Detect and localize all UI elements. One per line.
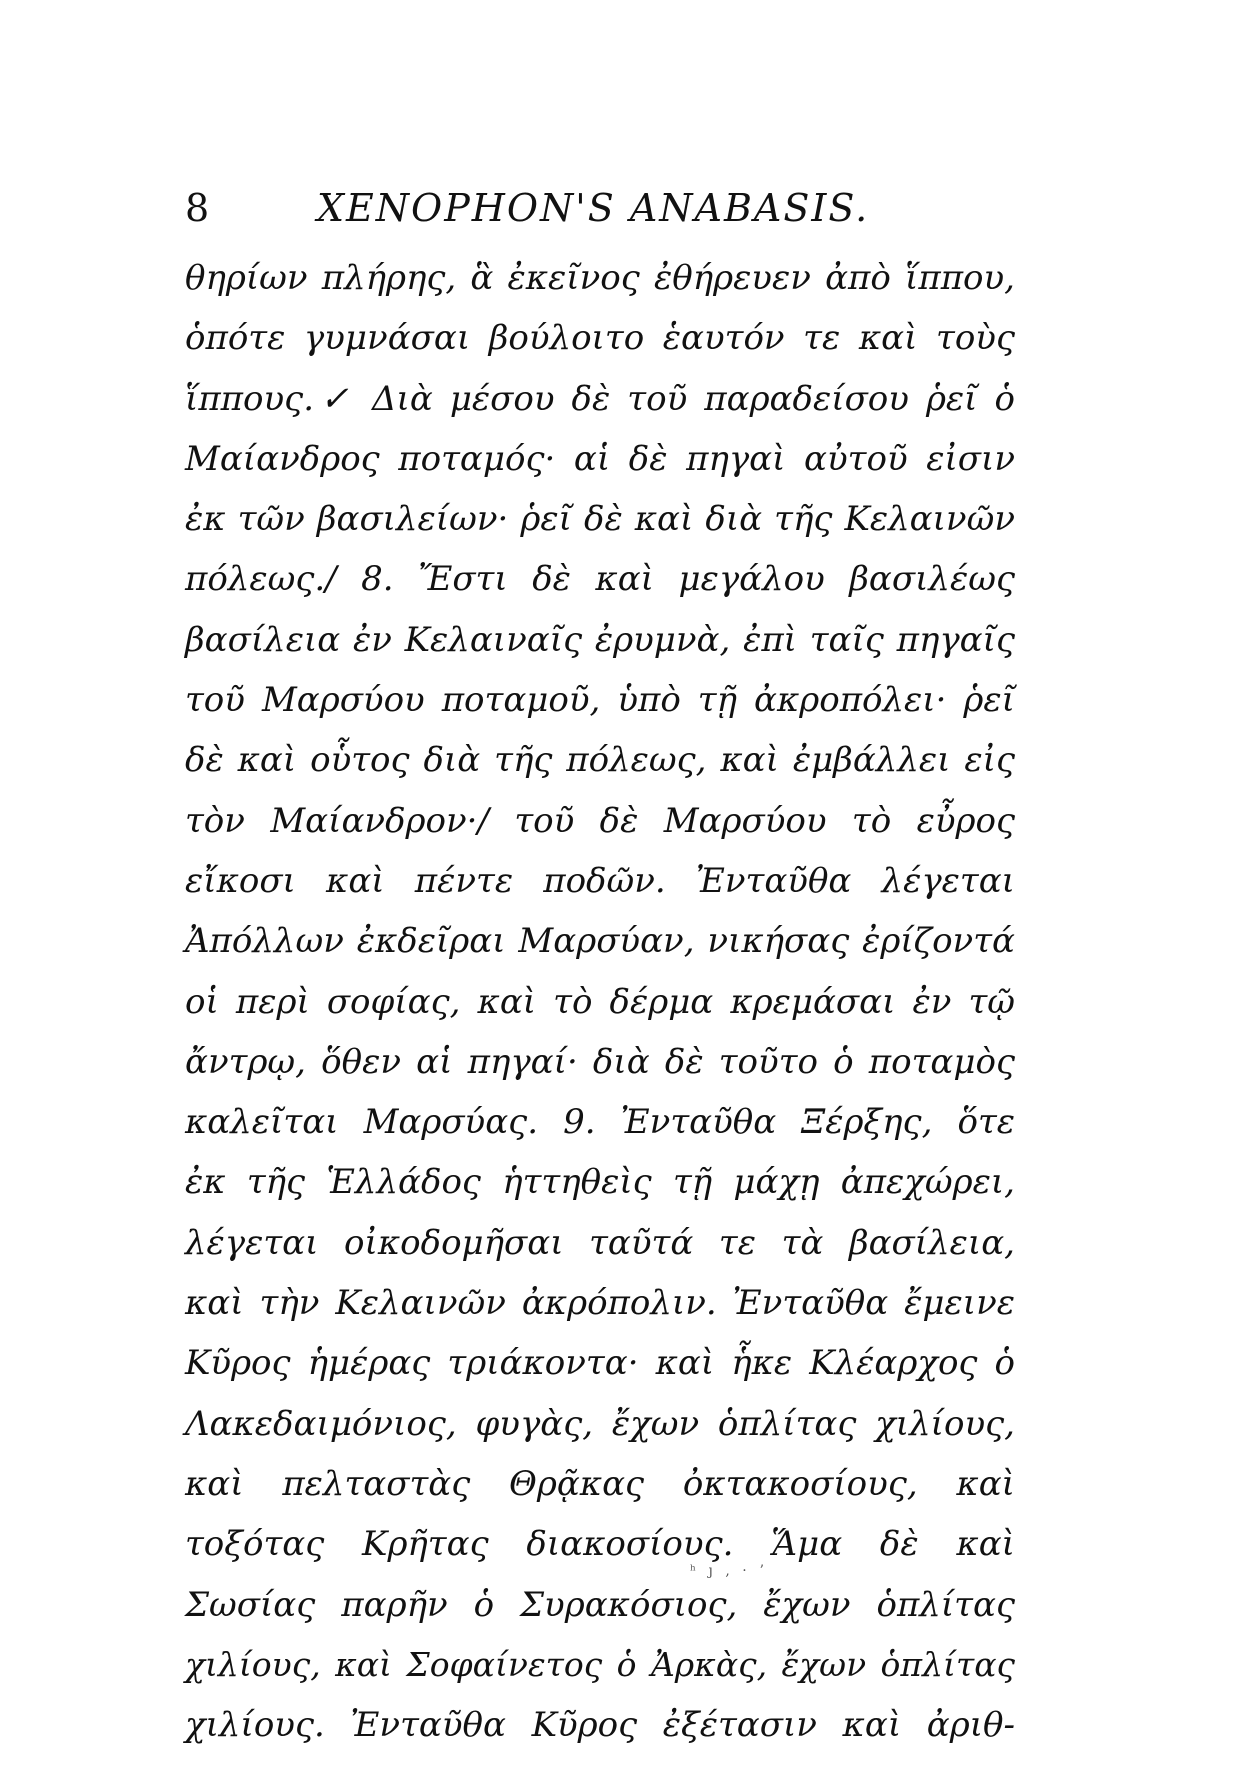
text-line-17: λέγεται οἰκοδομῆσαι ταῦτά τε τὰ βασίλεια,: [185, 1222, 1015, 1263]
text-line-13: οἱ περὶ σοφίας, καὶ τὸ δέρμα κρεμάσαι ἐν τῷ: [185, 981, 1015, 1022]
greek-text-body: [185, 248, 1015, 1755]
stray-print-marks: ʰ ȷ ‚ · ʼ: [690, 1563, 768, 1579]
text-line-14: ἄντρῳ, ὅθεν αἱ πηγαί· διὰ δὲ τοῦτο ὁ ποταμὸς: [185, 1041, 1015, 1082]
text-line-6: πόλεως./ 8. Ἔστι δὲ καὶ μεγάλου βασιλέως: [185, 559, 1015, 600]
text-line-19: Κῦρος ἡμέρας τριάκοντα· καὶ ἧκε Κλέαρχος ὁ: [185, 1343, 1015, 1384]
text-line-24: χιλίους, καὶ Σοφαίνετος ὁ Ἀρκὰς, ἔχων ὁπλίτας: [185, 1644, 1015, 1684]
text-line-16: ἐκ τῆς Ἑλλάδος ἡττηθεὶς τῇ μάχῃ ἀπεχώρει,: [185, 1162, 1015, 1203]
running-title: XENOPHON'S ANABASIS.: [317, 186, 870, 230]
text-line-23: Σωσίας παρῆν ὁ Συρακόσιος, ἔχων ὁπλίτας: [185, 1584, 1015, 1625]
text-line-22: τοξότας Κρῆτας διακοσίους. Ἅμα δὲ καὶ: [185, 1524, 1015, 1565]
text-line-4: Μαίανδρος ποταμός· αἱ δὲ πηγαὶ αὐτοῦ εἰσιν: [185, 438, 1015, 479]
text-line-2: ὁπότε γυμνάσαι βούλοιτο ἑαυτόν τε καὶ τοὺς: [185, 318, 1015, 359]
text-line-7: βασίλεια ἐν Κελαιναῖς ἐρυμνὰ, ἐπὶ ταῖς πηγαῖς: [185, 619, 1015, 660]
text-line-18: καὶ τὴν Κελαινῶν ἀκρόπολιν. Ἐνταῦθα ἔμεινε: [185, 1283, 1015, 1324]
text-line-15: καλεῖται Μαρσύας. 9. Ἐνταῦθα Ξέρξης, ὅτε: [185, 1102, 1015, 1143]
text-line-11: εἴκοσι καὶ πέντε ποδῶν. Ἐνταῦθα λέγεται: [185, 860, 1015, 901]
text-line-8: τοῦ Μαρσύου ποταμοῦ, ὑπὸ τῇ ἀκροπόλει· ῥεῖ: [185, 680, 1015, 721]
text-line-5: ἐκ τῶν βασιλείων· ῥεῖ δὲ καὶ διὰ τῆς Κελαινῶν: [185, 499, 1015, 540]
text-line-25: χιλίους. Ἐνταῦθα Κῦρος ἐξέτασιν καὶ ἀριθ-: [185, 1705, 1015, 1746]
text-line-20: Λακεδαιμόνιος, φυγὰς, ἔχων ὁπλίτας χιλίους,: [185, 1403, 1015, 1444]
text-line-12: Ἀπόλλων ἐκδεῖραι Μαρσύαν, νικήσας ἐρίζοντά: [185, 921, 1015, 962]
text-line-3: ἵππους.✓ Διὰ μέσου δὲ τοῦ παραδείσου ῥεῖ ὁ: [185, 378, 1015, 419]
page-header: [185, 178, 1015, 238]
text-line-1: θηρίων πλήρης, ἃ ἐκεῖνος ἐθήρευεν ἀπὸ ἵππου,: [185, 258, 1015, 298]
text-line-10: τὸν Μαίανδρον·/ τοῦ δὲ Μαρσύου τὸ εὖρος: [185, 800, 1015, 841]
page-number: 8: [185, 186, 210, 230]
text-line-21: καὶ πελταστὰς Θρᾷκας ὀκτακοσίους, καὶ: [185, 1463, 1015, 1504]
text-line-9: δὲ καὶ οὗτος διὰ τῆς πόλεως, καὶ ἐμβάλλει εἰς: [185, 740, 1015, 781]
